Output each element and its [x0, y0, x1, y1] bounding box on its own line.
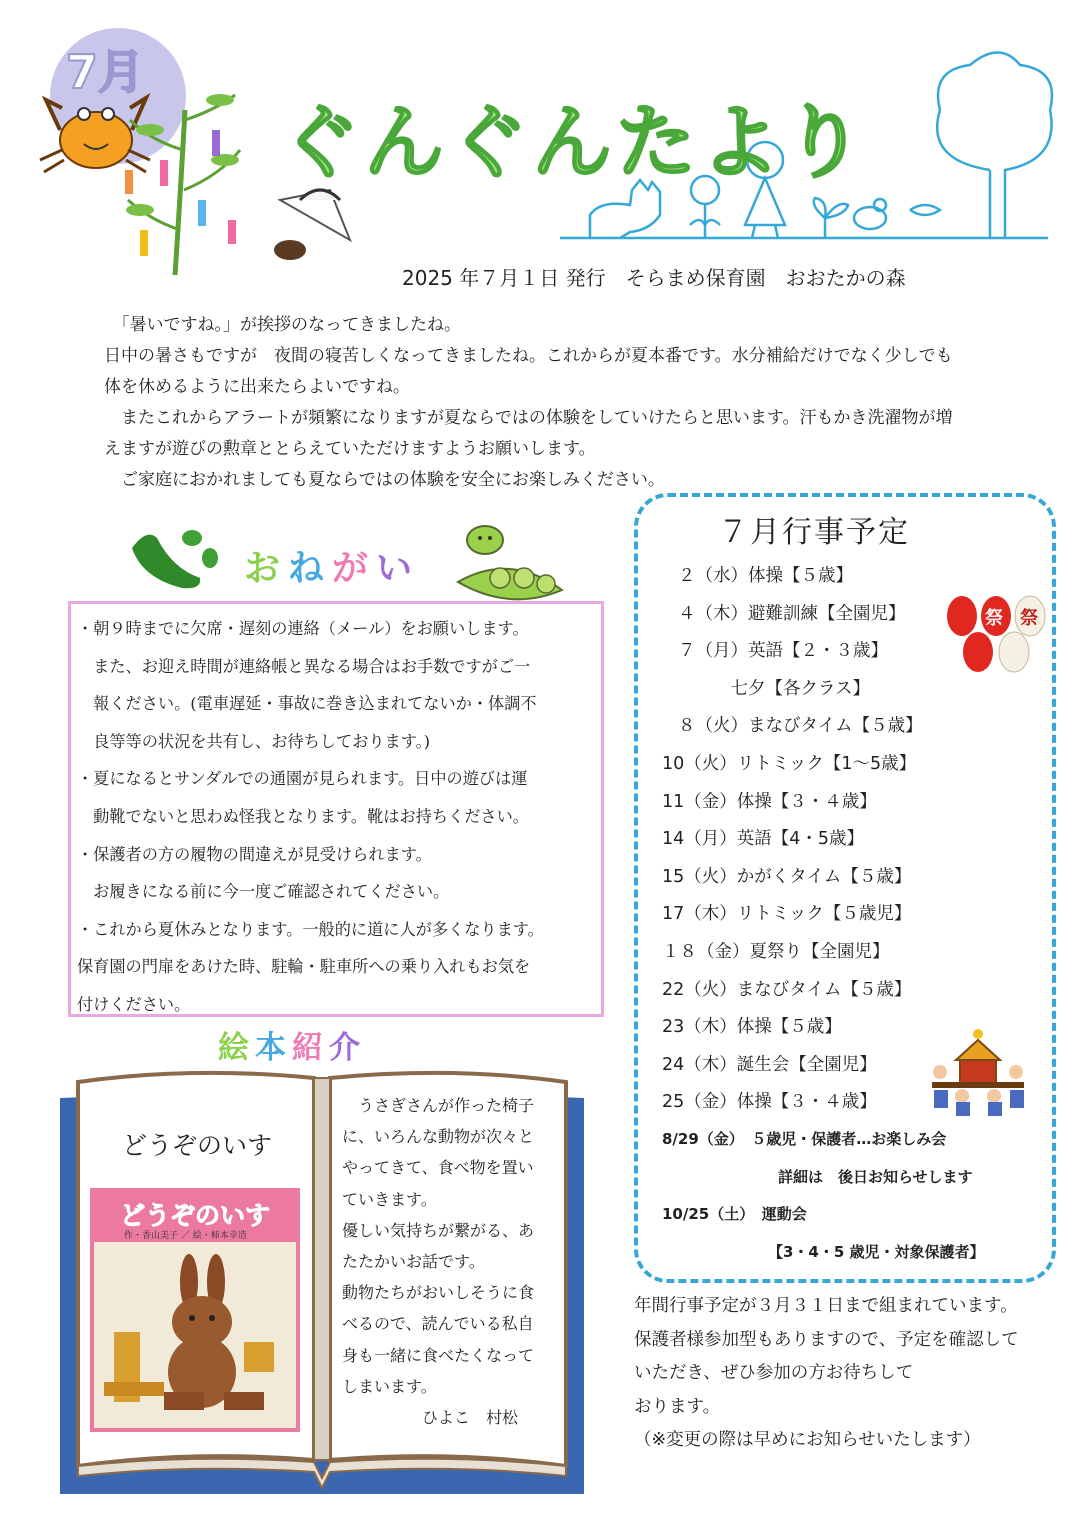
onegai-title-char: お [244, 548, 289, 589]
onegai-title-char: が [332, 548, 377, 589]
publish-line: 2025 年７月１日 発行 そらまめ保育園 おおたかの森 [402, 266, 906, 290]
ehon-title-char: 本 [255, 1030, 292, 1066]
intro-text [104, 310, 1054, 496]
schedule-row: ７（月）英語【２・３歳】 [678, 641, 888, 661]
newsletter-title: ぐんぐんたより [280, 96, 868, 189]
book-cover [90, 1188, 300, 1432]
onegai-line: お履きになる前に今一度ご確認されてください。 [77, 882, 450, 902]
note-line: おります。 [634, 1396, 721, 1417]
note-line: 年間行事予定が３月３１日まで組まれています。 [634, 1296, 1018, 1316]
schedule-extra-row: 10/25（土） 運動会 [662, 1205, 807, 1223]
lantern-label: 祭 [1020, 608, 1038, 629]
schedule-row: 25（金）体操【３・４歳】 [662, 1092, 877, 1112]
book-text-line: ていきます。 [342, 1189, 437, 1209]
schedule-row: 10（火）リトミック【1～5歳】 [662, 754, 917, 774]
intro-line: ご家庭におかれましても夏ならではの体験を安全にお楽しみください。 [104, 470, 665, 490]
note-line: 保護者様参加型もありますので、予定を確認して [634, 1329, 1019, 1350]
intro-line: 「暑いですね。」が挨拶のなってきましたね。 [104, 315, 461, 335]
onegai-line: 報ください。(電車遅延・事故に巻き込まれてないか・体調不 [77, 694, 537, 714]
schedule-row: ２（水）体操【５歳】 [678, 566, 853, 586]
soramame-character-icon [450, 512, 570, 612]
schedule-row: 24（木）誕生会【全園児】 [662, 1055, 877, 1075]
schedule-row: 14（月）英語【4・5歳】 [662, 829, 865, 849]
onegai-line: 動靴でないと思わぬ怪我となります。靴はお持ちください。 [77, 806, 529, 826]
onegai-title-char: い [376, 548, 421, 589]
onegai-line: また、お迎え時間が連絡帳と異なる場合はお手数ですがご一 [77, 656, 531, 676]
book-text-line: ひよこ 村松 [342, 1408, 519, 1428]
schedule-row: ８（火）まなびタイム【５歳】 [678, 716, 923, 736]
onegai-line: ・朝９時までに欠席・遅刻の連絡（メール）をお願いします。 [77, 619, 529, 638]
schedule-row: ４（木）避難訓練【全園児】 [678, 604, 906, 624]
book-text-line: たたかいお話です。 [342, 1252, 485, 1272]
onegai-line: ・夏になるとサンダルでの通園が見られます。日中の遊びは運 [77, 769, 528, 789]
onegai-title [244, 540, 420, 591]
book-text-line: べるので、読んでいる私自 [342, 1314, 534, 1334]
schedule-title: ７月行事予定 [718, 515, 910, 550]
book-text-line: うさぎさんが作った椅子 [342, 1096, 535, 1115]
schedule-row: 17（木）リトミック【５歳児】 [662, 904, 912, 924]
rabbit-chair-illustration [94, 1242, 296, 1428]
bird-icon [274, 190, 350, 260]
book-text-line: に、いろんな動物が次々と [342, 1127, 535, 1147]
mikoshi-festival-icon [926, 1020, 1030, 1118]
schedule-extra-row: 8/29（金） ５歳児・保護者…お楽しみ会 [662, 1130, 947, 1148]
onegai-line: ・保護者の方の履物の間違えが見受けられます。 [77, 844, 432, 864]
schedule-row: 23（木）体操【５歳】 [662, 1017, 842, 1037]
onegai-box [68, 601, 604, 1017]
bean-pod-icon [122, 518, 222, 598]
onegai-line: 良等等の状況を共有し、お待ちしております。) [77, 731, 431, 751]
book-title: どうぞのいす [122, 1131, 273, 1160]
book-description [342, 1090, 554, 1433]
onegai-line: 付けください。 [77, 994, 191, 1014]
ehon-title-char: 絵 [218, 1030, 255, 1066]
book-text-line: 動物たちがおいしそうに食 [342, 1283, 535, 1303]
book-cover-credit: 作・香山美子 ／ 絵・柿本幸造 [124, 1231, 247, 1241]
book-text-line: やってきて、食べ物を置い [342, 1158, 534, 1178]
ehon-title-char: 紹 [292, 1030, 329, 1066]
book-text-line: しまいます。 [342, 1376, 437, 1396]
intro-line: 日中の暑さもですが 夜間の寝苦しくなってきましたね。これからが夏本番です。水分補給だけでなく少しでも [104, 346, 953, 366]
onegai-line: 保育園の門扉をあけた時、駐輪・駐車所への乗り入れもお気を [77, 957, 531, 977]
book-cover-art [94, 1242, 296, 1428]
book-text-line: 優しい気持ちが繋がる、あ [342, 1220, 535, 1240]
annual-schedule-note [634, 1290, 1019, 1458]
book-cover-title: どうぞのいす [120, 1201, 271, 1230]
book-text-line: 身も一緒に食べたくなって [342, 1345, 535, 1365]
lantern-label: 祭 [985, 608, 1003, 629]
note-line: いただき、ぜひ参加の方お待ちして [634, 1363, 914, 1383]
intro-line: えますが遊びの勲章ととらえていただけますようお願いします。 [104, 439, 596, 459]
schedule-extra-row: 詳細は 後日お知らせします [778, 1168, 973, 1186]
onegai-line: ・これから夏休みとなります。一般的に道に人が多くなります。 [77, 919, 544, 939]
schedule-row: 11（金）体操【３・４歳】 [662, 792, 877, 812]
schedule-row: 七夕【各クラス】 [678, 679, 870, 699]
ehon-title-char: 介 [329, 1030, 366, 1066]
schedule-row: １８（金）夏祭り【全園児】 [662, 942, 890, 962]
onegai-title-char: ね [288, 548, 333, 589]
note-line: （※変更の際は早めにお知らせいたします） [634, 1430, 981, 1450]
schedule-extra-row: 【3・4・5 歳児・対象保護者】 [768, 1243, 985, 1261]
intro-line: 体を休めるように出来たらよいですね。 [104, 377, 410, 397]
schedule-row: 15（火）かがくタイム【５歳】 [662, 867, 912, 887]
intro-line: またこれからアラートが頻繁になりますが夏ならではの体験をしていけたらと思います。汗もかき洗濯物が増 [104, 408, 953, 428]
month-badge: 7月 [66, 45, 145, 99]
schedule-row: 22（火）まなびタイム【５歳】 [662, 980, 912, 1000]
